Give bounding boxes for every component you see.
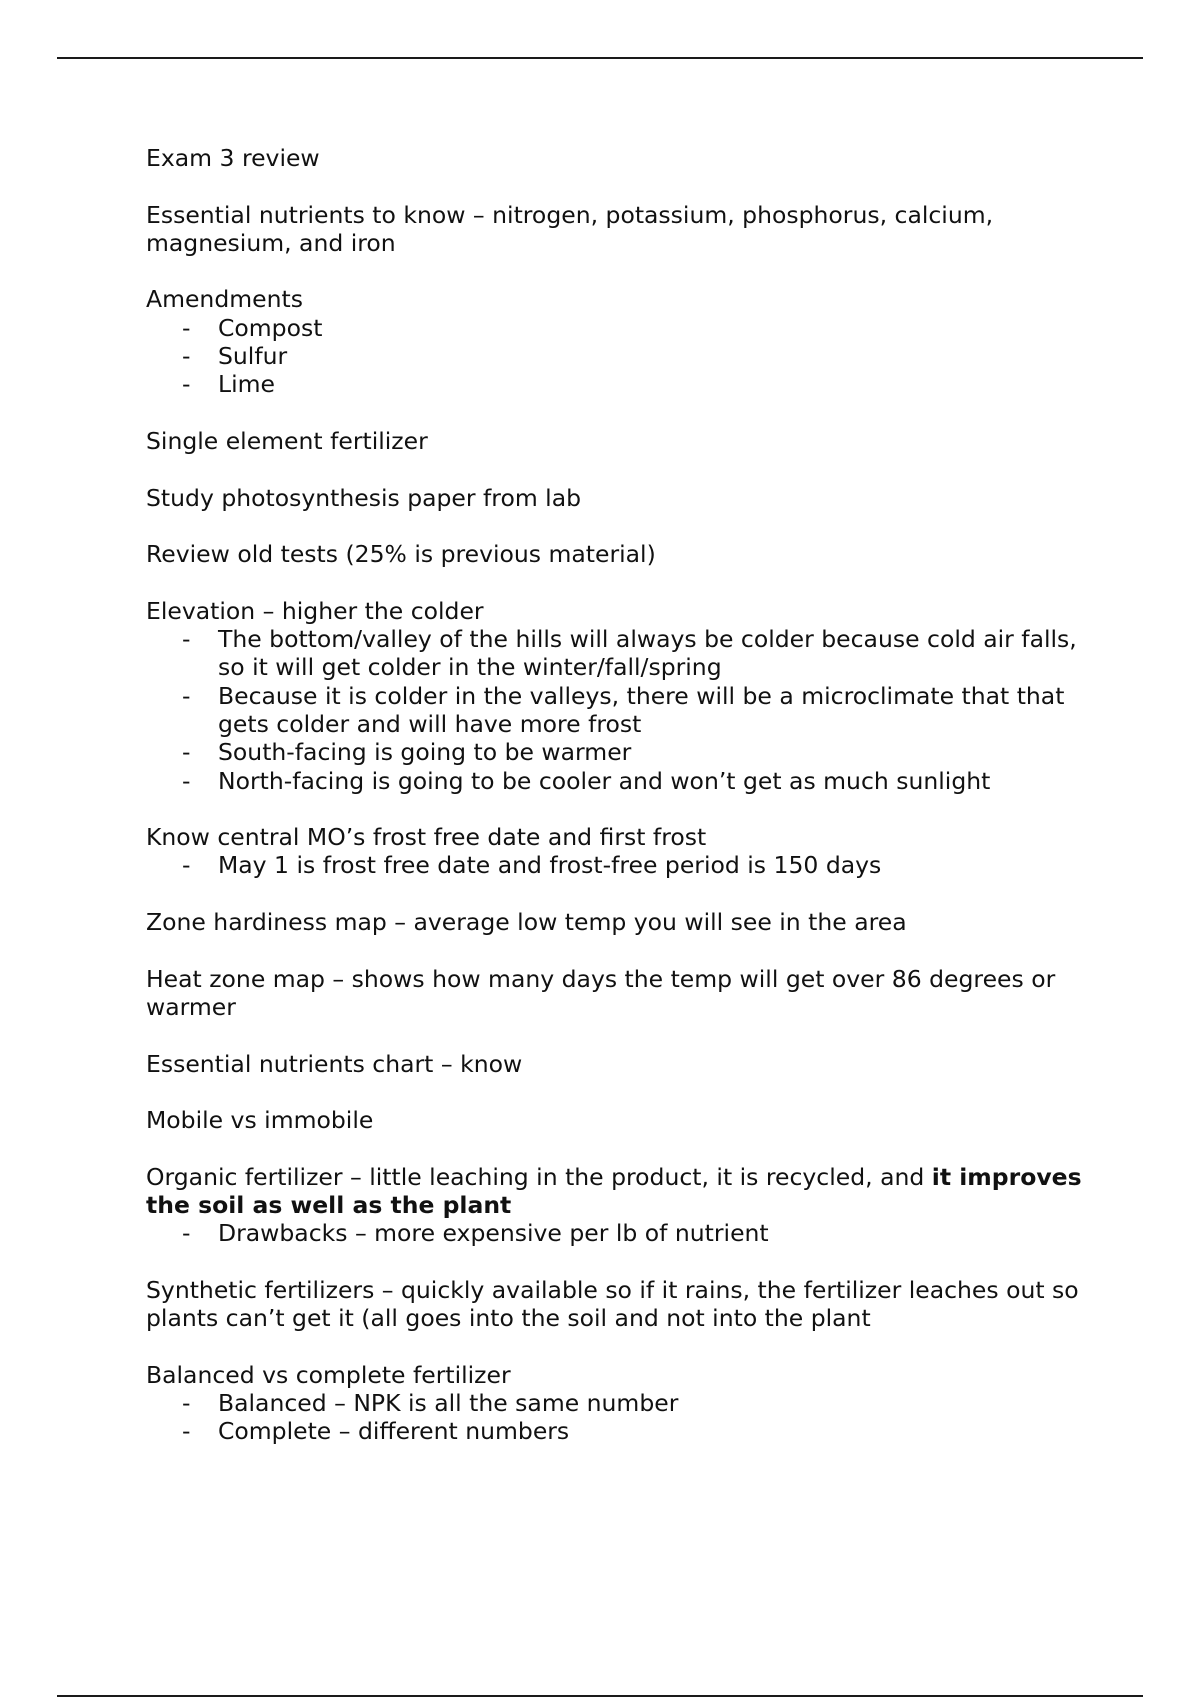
bullet-dash: - (182, 766, 191, 795)
bullet-dash: - (182, 738, 191, 767)
balanced-heading: Balanced vs complete fertilizer (146, 1360, 511, 1389)
heat-zone-text: Heat zone map – shows how many days the temp will get over 86 degrees or warmer (146, 964, 1056, 1021)
list-item: - Complete – different numbers (182, 1417, 570, 1446)
list-item: - Lime (182, 370, 275, 399)
frost-list (146, 851, 1096, 879)
essential-nutrients-text: Essential nutrients to know – nitrogen, potassium, phosphorus, calcium, magnesium, and iron (146, 200, 994, 257)
photosynthesis-text: Study photosynthesis paper from lab (146, 483, 582, 512)
bullet-dash: - (182, 342, 191, 371)
frost-heading: Know central MO’s frost free date and first frost (146, 823, 707, 852)
bullet-dash: - (182, 851, 191, 880)
document-body (146, 144, 1096, 1474)
mobile-text: Mobile vs immobile (146, 1106, 374, 1135)
bullet-dash: - (182, 1417, 191, 1446)
amendments-heading: Amendments (146, 285, 303, 314)
list-item: - North-facing is going to be cooler and won’t get as much sunlight (182, 766, 991, 795)
bullet-dash: - (182, 370, 191, 399)
list-item: - Drawbacks – more expensive per lb of nutrient (182, 1219, 769, 1248)
amendments-list (146, 314, 1096, 399)
elevation-list (146, 625, 1096, 795)
list-item: - May 1 is frost free date and frost-free period is 150 days (182, 851, 882, 880)
list-item: - South-facing is going to be warmer (182, 738, 632, 767)
single-element-text: Single element fertilizer (146, 426, 428, 455)
zone-hardiness-text: Zone hardiness map – average low temp you will see in the area (146, 908, 907, 937)
header-rule (57, 57, 1143, 59)
bullet-dash: - (182, 313, 191, 342)
bullet-dash: - (182, 1219, 191, 1248)
organic-list (146, 1219, 1096, 1247)
organic-fertilizer-text: Organic fertilizer – little leaching in the product, it is recycled, and it improves the soil as well as the plant (146, 1162, 1082, 1219)
old-tests-text: Review old tests (25% is previous material) (146, 540, 656, 569)
bullet-dash: - (182, 1389, 191, 1418)
list-item: - Because it is colder in the valleys, there will be a microclimate that that gets colder and will have more frost (182, 681, 1065, 738)
bullet-dash: - (182, 625, 191, 654)
organic-bold-text: it improves the soil as well as the plant (146, 1162, 1082, 1219)
document-title: Exam 3 review (146, 144, 320, 172)
list-item: - Balanced – NPK is all the same number (182, 1389, 679, 1418)
balanced-list (146, 1389, 1096, 1446)
list-item: - The bottom/valley of the hills will always be colder because cold air falls, so it will get colder in the winter/fall/spring (182, 625, 1077, 682)
list-item: - Compost (182, 313, 323, 342)
nutrients-chart-text: Essential nutrients chart – know (146, 1049, 523, 1078)
synthetic-fertilizer-text: Synthetic fertilizers – quickly available so if it rains, the fertilizer leaches out so plants can’t get it (all goes into the soil and not into the plant (146, 1275, 1079, 1333)
list-item: - Sulfur (182, 342, 288, 371)
elevation-heading: Elevation – higher the colder (146, 596, 484, 625)
footer-rule (57, 1695, 1143, 1697)
bullet-dash: - (182, 681, 191, 710)
